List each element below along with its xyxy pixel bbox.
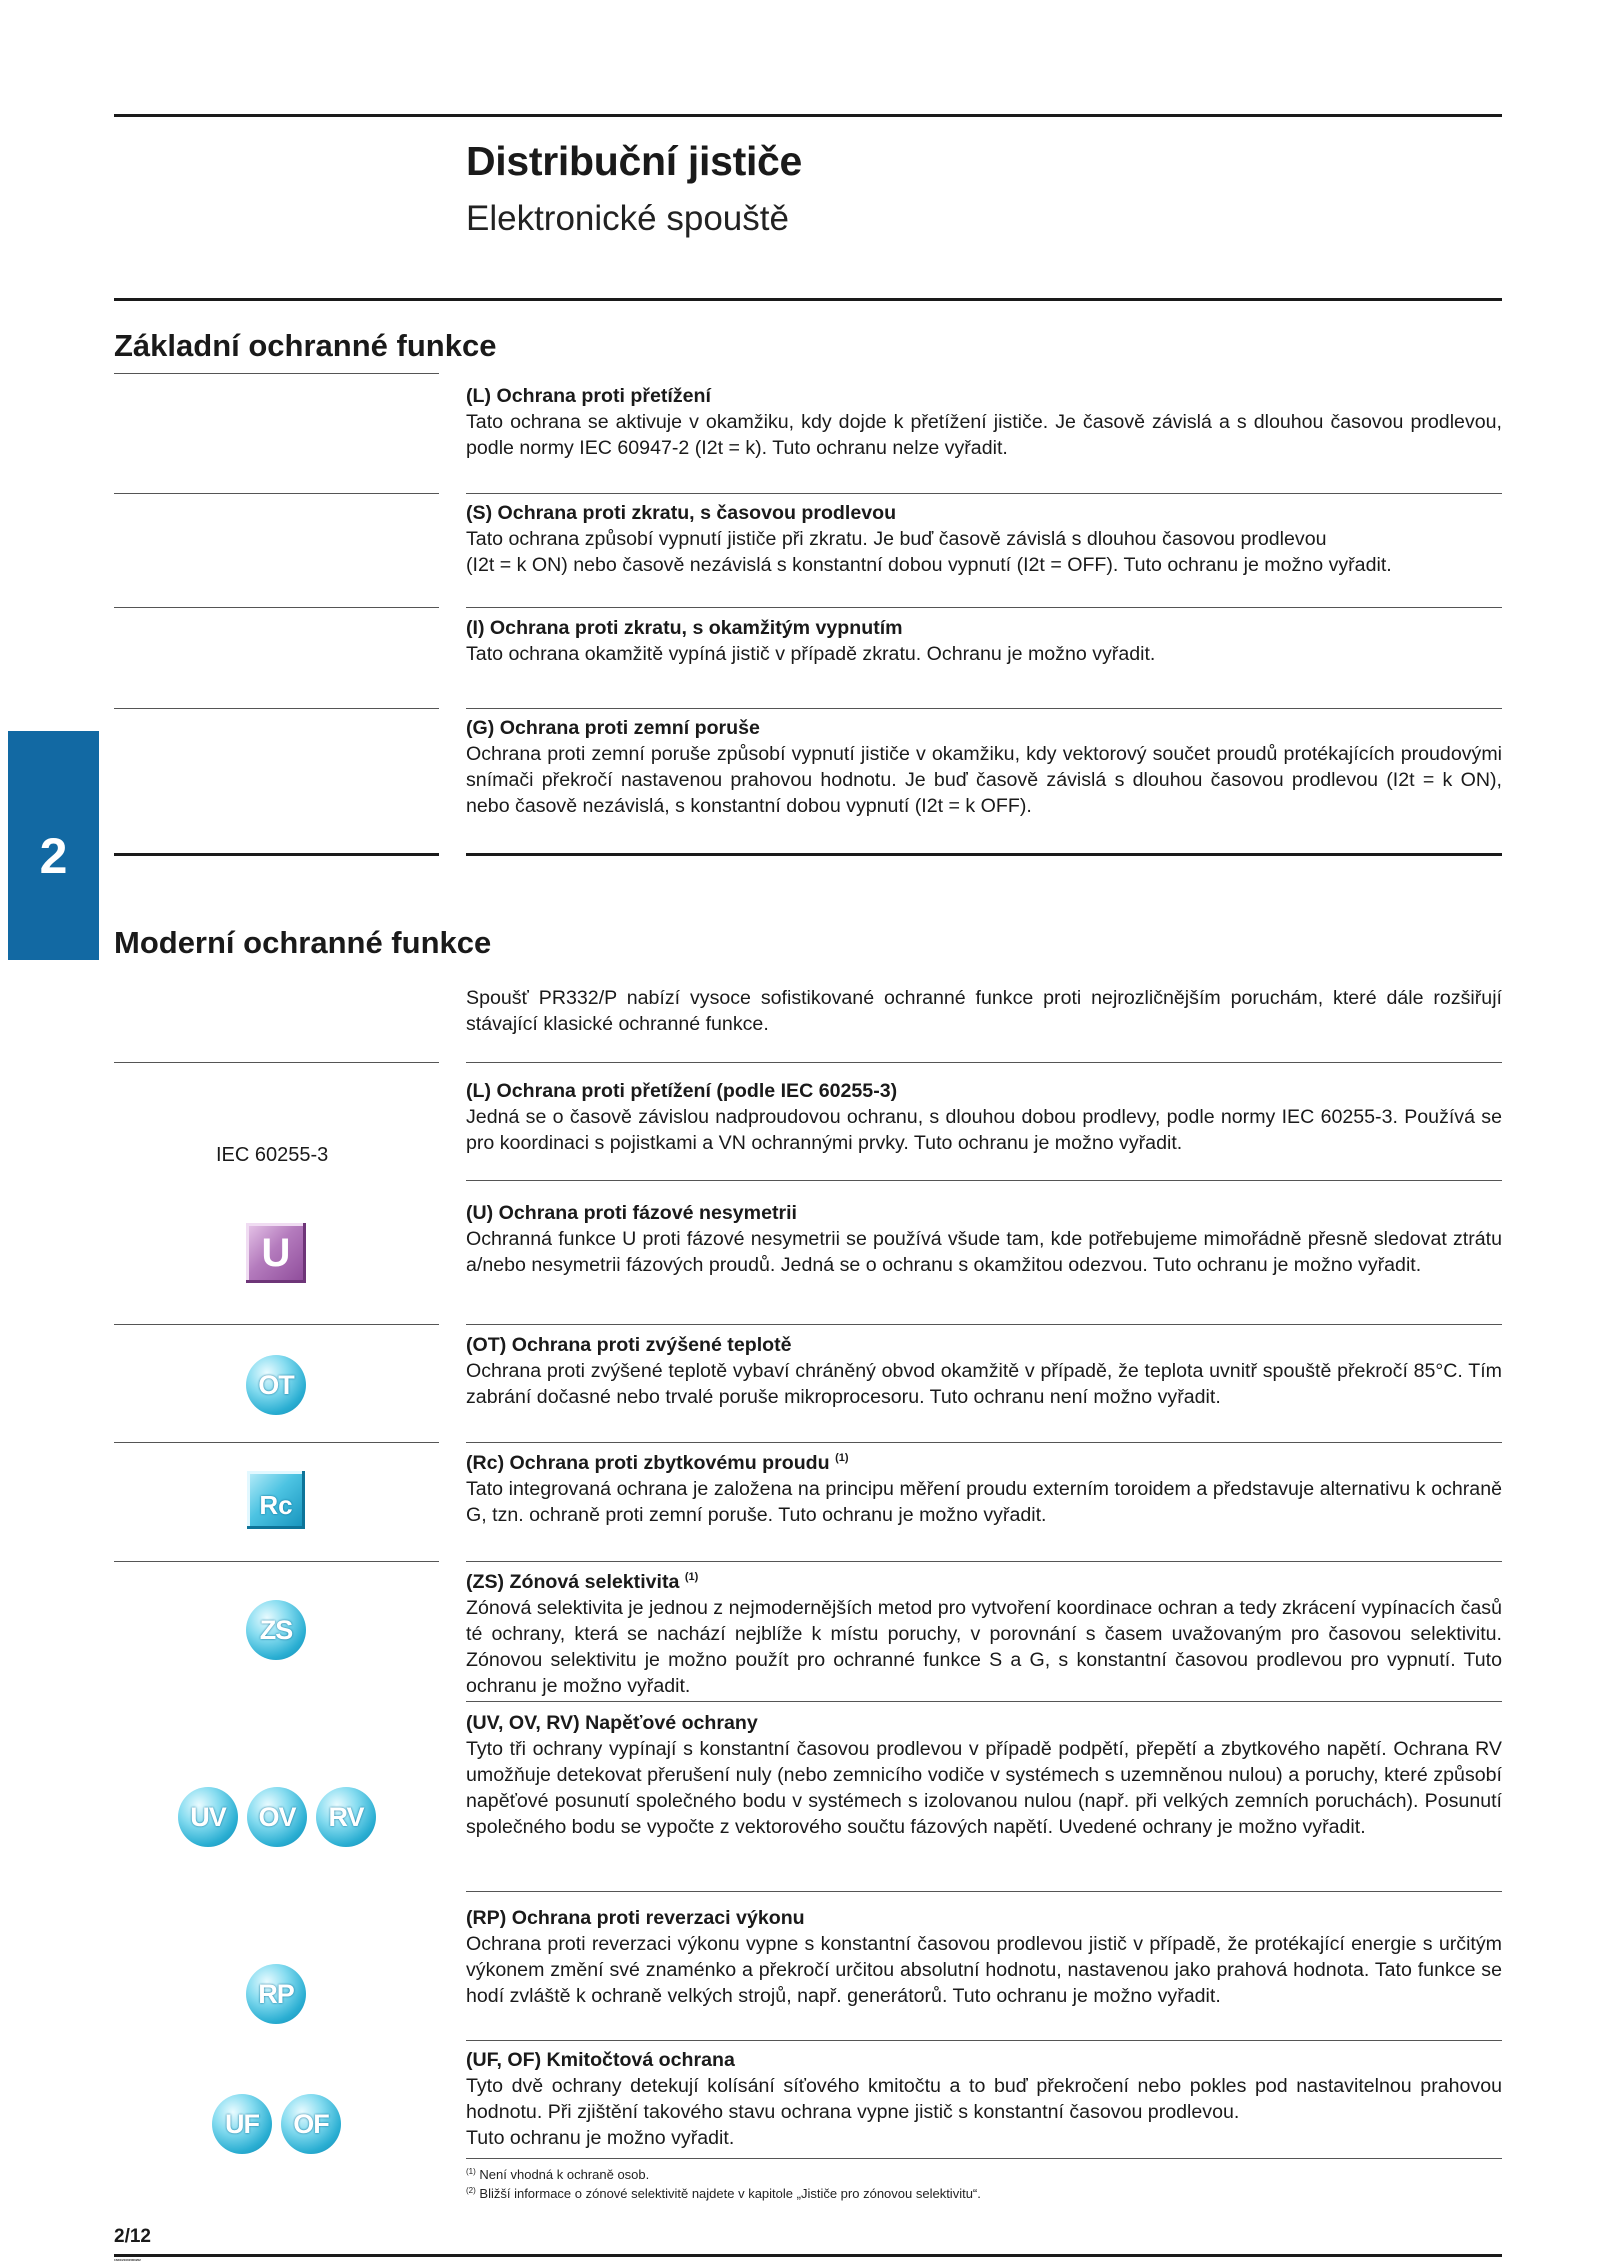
intro-text: Spoušť PR332/P nabízí vysoce sofistikované ochranné funkce proti nejrozličnějším poruchám, které dále rozšiřují stávající klasické ochranné funkce.: [466, 987, 1502, 1035]
function-voltage: [466, 1710, 1502, 1840]
footnote-1: [466, 2167, 649, 2182]
footnote-2: [466, 2186, 981, 2201]
function-L-iec: [466, 1078, 1502, 1156]
function-text: Tuto ochranu je možno vyřadit.: [466, 2127, 735, 2149]
function-ZS: [466, 1569, 1502, 1699]
page-title: Distribuční jističe: [466, 138, 803, 184]
section-rule-basic: [114, 298, 1502, 301]
left-rule: [114, 1442, 439, 1443]
ot-icon: [246, 1355, 306, 1415]
function-text: Ochrana proti reverzaci výkonu vypne s konstantní časovou prodlevou jistič v případě, že protékající energie s určitým výkonem změní své znaménko a překročí určitou absolutní hodnotu, nastavenou jako prahová hodnota. Tato funkce se hodí zvláště k ochraně velkých strojů, např. generátorů. Tuto ochranu je možno vyřadit.: [466, 1933, 1502, 2007]
right-rule: [466, 1062, 1502, 1063]
of-icon: [281, 2094, 341, 2154]
right-rule: [466, 1442, 1502, 1443]
function-L: [466, 383, 1502, 461]
function-text: Jedná se o časově závislou nadproudovou ochranu, s dlouhou dobou prodlevy, podle normy IEC 60255-3. Používá se pro koordinaci s pojistkami a VN ochrannými prvky. Tuto ochranu je možno vyřadit.: [466, 1106, 1502, 1154]
of-icon-text: OF: [293, 2108, 329, 2139]
function-Rc: [466, 1450, 1502, 1528]
footnote-ref: (1): [835, 1452, 849, 1464]
function-text: Tato ochrana okamžitě vypíná jistič v případě zkratu. Ochranu je možno vyřadit.: [466, 643, 1156, 665]
function-text: Ochrana proti zvýšené teplotě vybaví chráněný obvod okamžitě v případě, že teplota uvnitř spouště překročí 85°C. Tím zabrání dočasné nebo trvalé poruše mikroprocesoru. Tuto ochranu není možno vyřadit.: [466, 1360, 1502, 1408]
left-rule: [114, 1062, 439, 1063]
function-title: (I) Ochrana proti zkratu, s okamžitým vypnutím: [466, 617, 903, 639]
function-title: (ZS) Zónová selektivita: [466, 1571, 680, 1593]
right-rule: [466, 493, 1502, 494]
right-rule: [466, 1701, 1502, 1702]
rc-icon-text: Rc: [259, 1490, 293, 1520]
right-rule: [466, 607, 1502, 608]
rc-icon: [247, 1471, 305, 1529]
u-icon: [246, 1223, 306, 1283]
function-text: Ochranná funkce U proti fázové nesymetrii se používá všude tam, kde potřebujeme mimořádně přesně sledovat ztrátu a/nebo nesymetrii fázových proudů. Jedná se o ochranu s okamžitou odezvou. Tuto ochranu je možno vyřadit.: [466, 1228, 1502, 1276]
left-rule: [114, 708, 439, 709]
left-rule: [114, 373, 439, 374]
function-title-row: [466, 1569, 1502, 1595]
right-rule: [466, 853, 1502, 856]
rv-icon: [316, 1787, 376, 1847]
right-rule: [466, 2040, 1502, 2041]
left-rule: [114, 607, 439, 608]
function-title: (RP) Ochrana proti reverzaci výkonu: [466, 1907, 805, 1929]
function-G: [466, 715, 1502, 819]
footnote-mark: (1): [466, 2167, 476, 2176]
ot-icon-text: OT: [258, 1369, 294, 1400]
function-U: [466, 1200, 1502, 1278]
section-heading-modern: Moderní ochranné funkce: [114, 925, 492, 960]
function-title: (UF, OF) Kmitočtová ochrana: [466, 2049, 735, 2071]
footnote-text: Bližší informace o zónové selektivitě najdete v kapitole „Jističe pro zónovou selektivitu“.: [479, 2186, 981, 2201]
chapter-number: 2: [39, 827, 68, 884]
footnote-text: Není vhodná k ochraně osob.: [479, 2167, 650, 2182]
function-I: [466, 615, 1502, 667]
modern-intro: [466, 985, 1502, 1037]
function-title: (S) Ochrana proti zkratu, s časovou prodlevou: [466, 502, 897, 524]
function-text: (I2t = k ON) nebo časově nezávislá s konstantní dobou vypnutí (I2t = OFF). Tuto ochranu je možno vyřadit.: [466, 554, 1392, 576]
function-title: (OT) Ochrana proti zvýšené teplotě: [466, 1334, 792, 1356]
left-rule: [114, 493, 439, 494]
function-title: (L) Ochrana proti přetížení: [466, 385, 711, 407]
right-rule: [466, 1324, 1502, 1325]
function-text: Tato integrovaná ochrana je založena na principu měření proudu externím toroidem a představuje alternativu k ochraně G, tzn. ochraně proti zemní poruše. Tuto ochranu je možno vyřadit.: [466, 1478, 1502, 1526]
left-rule: [114, 853, 439, 856]
left-rule: [114, 1561, 439, 1562]
rp-icon: [246, 1964, 306, 2024]
u-icon-text: U: [261, 1230, 291, 1275]
uf-icon: [212, 2094, 272, 2154]
footnote-mark: (2): [466, 2186, 476, 2195]
left-rule: [114, 1324, 439, 1325]
rv-icon-text: RV: [328, 1801, 364, 1832]
zs-icon: [246, 1600, 306, 1660]
chapter-tab: [8, 731, 99, 960]
right-rule: [466, 1180, 1502, 1181]
uv-icon: [178, 1787, 238, 1847]
right-rule: [466, 708, 1502, 709]
page-subtitle: Elektronické spouště: [466, 199, 789, 238]
function-text: Tyto tři ochrany vypínají s konstantní časovou prodlevou v případě podpětí, přepětí a zbytkového napětí. Ochrana RV umožňuje detekovat přerušení nuly (nebo zemnicího vodiče v systémech s uzemněnou nulou) a poruchy, které způsobí napěťové posunutí společného bodu v systémech s izolovanou nulou (např. při velkých zemních poruchách). Posunutí společného bodu se vypočte z vektorového součtu fázových napětí. Uvedené ochrany je možno vyřadit.: [466, 1738, 1502, 1838]
right-rule: [466, 1561, 1502, 1562]
uv-icon-text: UV: [190, 1801, 226, 1832]
function-title: (UV, OV, RV) Napěťové ochrany: [466, 1712, 758, 1734]
iec-label: IEC 60255-3: [216, 1144, 329, 1166]
page-number: 2/12: [114, 2226, 151, 2247]
ov-icon: [247, 1787, 307, 1847]
right-rule: [466, 1891, 1502, 1892]
document-code: 1SDC210015D0202: [114, 2258, 141, 2262]
function-title-row: [466, 1450, 1502, 1476]
function-OT: [466, 1332, 1502, 1410]
function-RP: [466, 1905, 1502, 2009]
zs-icon-text: ZS: [259, 1614, 293, 1645]
rp-icon-text: RP: [258, 1978, 294, 2009]
uf-icon-text: UF: [225, 2108, 259, 2139]
section-heading-basic: Základní ochranné funkce: [114, 328, 497, 363]
footnote-ref: (1): [684, 1571, 699, 1583]
function-frequency: [466, 2047, 1502, 2151]
top-rule: [114, 114, 1502, 117]
function-text: Ochrana proti zemní poruše způsobí vypnutí jističe v okamžiku, kdy vektorový součet proudů protékajících proudovými snímači překročí nastavenou prahovou hodnotu. Je buď časově závislá s dlouhou časovou prodlevou (I2t = k ON), nebo časově nezávislá, s konstantní dobou vypnutí (I2t = k OFF).: [466, 743, 1502, 817]
right-rule: [466, 2158, 1502, 2159]
function-title: (U) Ochrana proti fázové nesymetrii: [466, 1202, 797, 1224]
function-title: (L) Ochrana proti přetížení (podle IEC 60255-3): [466, 1080, 898, 1102]
function-title: (Rc) Ochrana proti zbytkovému proudu: [466, 1452, 830, 1474]
function-text: Tato ochrana se aktivuje v okamžiku, kdy dojde k přetížení jističe. Je časově závislá a s dlouhou časovou prodlevou, podle normy IEC 60947-2 (I2t = k). Tuto ochranu nelze vyřadit.: [466, 411, 1502, 459]
function-text: Tyto dvě ochrany detekují kolísání síťového kmitočtu a to buď překročení nebo pokles pod nastavitelnou prahovou hodnotu. Při zjištění takového stavu ochrana vypne jistič s konstantní časovou prodlevou.: [466, 2075, 1502, 2123]
ov-icon-text: OV: [258, 1801, 296, 1832]
function-text: Zónová selektivita je jednou z nejmodernějších metod pro vytvoření koordinace ochran a tedy zkrácení vypínacích časů té ochrany, která se nachází nejblíže k místu poruchy, v porovnání s časem uvažovaným pro časovou selektivitu. Zónovou selektivitu je možno použít pro ochranné funkce S a G, s konstantní časovou prodlevou pro vypnutí. Tuto ochranu je možno vyřadit.: [466, 1597, 1502, 1697]
function-title: (G) Ochrana proti zemní poruše: [466, 717, 760, 739]
function-text: Tato ochrana způsobí vypnutí jističe při zkratu. Je buď časově závislá s dlouhou časovou prodlevou: [466, 528, 1327, 550]
function-S: [466, 500, 1502, 578]
footer-rule: [114, 2254, 1502, 2257]
